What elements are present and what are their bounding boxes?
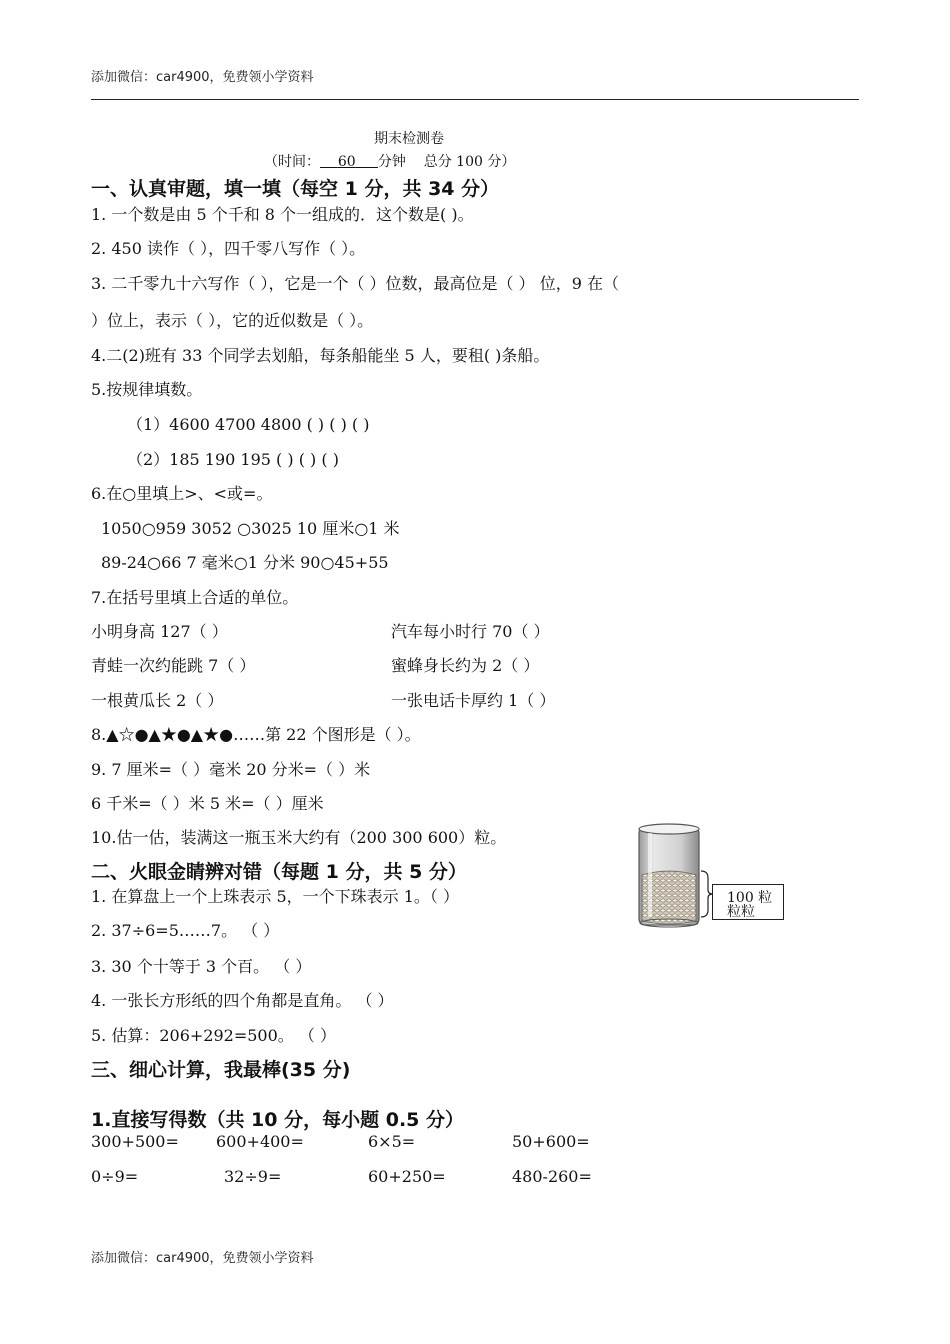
question-9-row1: 9. 7 厘米=（ ）毫米 20 分米=（ ）米 xyxy=(91,760,371,779)
calc-row1-item2: 600+400= xyxy=(216,1132,304,1151)
question-5-row1: （1）4600 4700 4800 ( ) ( ) ( ) xyxy=(127,415,370,434)
question-6-row2: 89-24○66 7 毫米○1 分米 90○45+55 xyxy=(101,553,389,572)
section1-heading: 一、认真审题，填一填（每空 1 分，共 34 分） xyxy=(91,178,500,200)
question-4: 4.二(2)班有 33 个同学去划船，每条船能坐 5 人，要租( )条船。 xyxy=(91,346,550,365)
question-3-line1: 3. 二千零九十六写作（ ），它是一个（ ）位数，最高位是（ ） 位，9 在（ xyxy=(91,274,619,293)
jar-label-text: 100 粒粒粒 xyxy=(727,890,773,920)
question-7-left2: 青蛙一次约能跳 7（ ） xyxy=(91,656,256,675)
calc-row1-item4: 50+600= xyxy=(512,1132,590,1151)
question-7: 7.在括号里填上合适的单位。 xyxy=(91,588,299,607)
question-8: 8.▲☆●▲★●▲★●……第 22 个图形是（ ）。 xyxy=(91,725,421,744)
question-7-right2: 蜜蜂身长约为 2（ ） xyxy=(391,656,540,675)
question-9-row2: 6 千米=（ ）米 5 米=（ ）厘米 xyxy=(91,794,324,813)
judgement-5: 5. 估算：206+292=500。 （ ） xyxy=(91,1026,336,1045)
judgement-2: 2. 37÷6=5……7。 （ ） xyxy=(91,921,280,940)
judgement-1: 1. 在算盘上一个上珠表示 5，一个下珠表示 1。（ ） xyxy=(91,887,459,906)
question-7-right1: 汽车每小时行 70（ ） xyxy=(391,622,550,641)
page-footer: 添加微信：car4900，免费领小学资料 xyxy=(91,1251,314,1266)
question-6: 6.在○里填上>、<或=。 xyxy=(91,484,273,503)
judgement-4: 4. 一张长方形纸的四个角都是直角。 （ ） xyxy=(91,991,394,1010)
question-1: 1. 一个数是由 5 个千和 8 个一组成的．这个数是( )。 xyxy=(91,205,474,224)
calc-row2-item1: 0÷9= xyxy=(91,1167,139,1186)
jar-label-box xyxy=(712,884,784,920)
time-prefix: （时间： xyxy=(264,154,320,170)
section2-heading: 二、火眼金睛辨对错（每题 1 分，共 5 分） xyxy=(91,861,467,883)
judgement-3: 3. 30 个十等于 3 个百。 （ ） xyxy=(91,957,312,976)
exam-title: 期末检测卷 xyxy=(374,131,444,147)
time-value: 60 xyxy=(337,154,356,170)
question-10: 10.估一估，装满这一瓶玉米大约有（200 300 600）粒。 xyxy=(91,828,507,847)
page-header: 添加微信：car4900，免费领小学资料 xyxy=(91,70,314,85)
question-6-row1: 1050○959 3052 ○3025 10 厘米○1 米 xyxy=(101,519,400,538)
total-score: 总分 100 分） xyxy=(423,154,516,170)
time-suffix: 分钟 xyxy=(377,154,406,170)
calc-row2-item2: 32÷9= xyxy=(224,1167,282,1186)
header-divider xyxy=(91,99,859,100)
section3-sub1-heading: 1.直接写得数（共 10 分，每小题 0.5 分） xyxy=(91,1109,464,1131)
section3-heading: 三、细心计算，我最棒(35 分) xyxy=(91,1059,351,1081)
question-2: 2. 450 读作（ ），四千零八写作（ ）。 xyxy=(91,239,366,258)
calc-row1-item3: 6×5= xyxy=(368,1132,416,1151)
question-5: 5.按规律填数。 xyxy=(91,380,203,399)
corn-jar-illustration xyxy=(636,823,702,929)
question-7-left1: 小明身高 127（ ） xyxy=(91,622,228,641)
calc-row2-item3: 60+250= xyxy=(368,1167,446,1186)
calc-row1-item1: 300+500= xyxy=(91,1132,179,1151)
question-7-left3: 一根黄瓜长 2（ ） xyxy=(91,691,224,710)
calc-row2-item4: 480-260= xyxy=(512,1167,592,1186)
question-7-right3: 一张电话卡厚约 1（ ） xyxy=(391,691,556,710)
question-5-row2: （2）185 190 195 ( ) ( ) ( ) xyxy=(127,450,339,469)
exam-info xyxy=(264,151,515,171)
question-3-line2: ）位上，表示（ ），它的近似数是（ ）。 xyxy=(91,311,374,330)
